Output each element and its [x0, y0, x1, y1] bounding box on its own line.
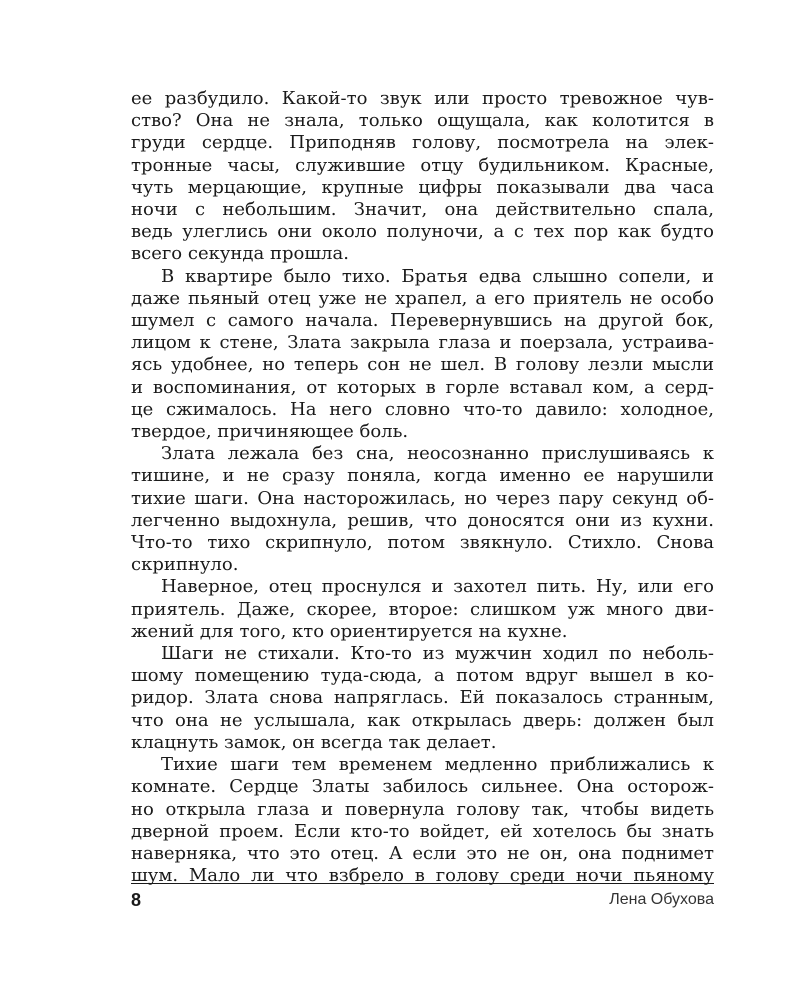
- text-line: но открыла глаза и повернула голову так, чтобы видеть: [131, 798, 714, 820]
- text-line: ведь улеглись они около полуночи, а с тех пор как будто: [131, 221, 714, 243]
- paragraph-3: [131, 443, 714, 576]
- text-line: ство? Она не знала, только ощущала, как колотится в: [131, 110, 714, 132]
- text-line: шому помещению туда-сюда, а потом вдруг вышел в ко-: [131, 665, 714, 687]
- text-line: приятель. Даже, скорее, второе: слишком уж много дви-: [131, 598, 714, 620]
- text-line: чуть мерцающие, крупные цифры показывали два часа: [131, 176, 714, 198]
- text-line: тихие шаги. Она насторожилась, но через пару секунд об-: [131, 487, 714, 509]
- text-line: даже пьяный отец уже не храпел, а его приятель не особо: [131, 287, 714, 309]
- text-line: В квартире было тихо. Братья едва слышно сопели, и: [161, 265, 714, 287]
- text-line: что она не услышала, как открылась дверь: должен был: [131, 709, 714, 731]
- text-line: лицом к стене, Злата закрыла глаза и поерзала, устраива-: [131, 332, 714, 354]
- text-line: Шаги не стихали. Кто-то из мужчин ходил по неболь-: [161, 643, 714, 665]
- text-line: и воспоминания, от которых в горле вставал ком, а серд-: [131, 376, 714, 398]
- text-line: ридор. Злата снова напряглась. Ей показалось странным,: [131, 687, 714, 709]
- text-line: клацнуть замок, он всегда так делает.: [131, 731, 497, 753]
- text-line: скрипнуло.: [131, 554, 239, 576]
- text-line: тишине, и не сразу поняла, когда именно ее нарушили: [131, 465, 714, 487]
- paragraph-4: [131, 576, 714, 643]
- paragraph-5: [131, 643, 714, 754]
- text-line: тронные часы, служившие отцу будильником. Красные,: [131, 154, 714, 176]
- text-line: всего секунда прошла.: [131, 243, 349, 265]
- text-line: шумел с самого начала. Перевернувшись на другой бок,: [131, 310, 714, 332]
- text-line: жений для того, кто ориентируется на кухне.: [131, 620, 568, 642]
- page-number: 8: [131, 890, 142, 910]
- paragraph-6: [131, 754, 714, 887]
- text-line: ее разбудило. Какой-то звук или просто тревожное чув-: [131, 88, 714, 109]
- text-line: дверной проем. Если кто-то войдет, ей хотелось бы знать: [131, 820, 714, 842]
- paragraph-1: [131, 88, 714, 266]
- text-line: твердое, причиняющее боль.: [131, 421, 409, 443]
- footer-divider: [131, 883, 714, 884]
- text-line: груди сердце. Приподняв голову, посмотрела на элек-: [131, 132, 714, 154]
- text-line: Что-то тихо скрипнуло, потом звякнуло. Стихло. Снова: [131, 532, 714, 554]
- book-page-body: [131, 88, 714, 887]
- text-line: наверняка, что это отец. А если это не он, она поднимет: [131, 842, 714, 864]
- text-line: Наверное, отец проснулся и захотел пить. Ну, или его: [161, 576, 714, 598]
- text-line: ночи с небольшим. Значит, она действительно спала,: [131, 199, 714, 221]
- text-line: Тихие шаги тем временем медленно приближались к: [161, 754, 714, 776]
- text-line: це сжималось. На него словно что-то давило: холодное,: [131, 398, 714, 420]
- text-line: легченно выдохнула, решив, что доносятся они из кухни.: [131, 509, 714, 531]
- text-line: Злата лежала без сна, неосознанно прислушиваясь к: [161, 443, 714, 465]
- running-footer-author: Лена Обухова: [609, 891, 714, 908]
- text-line: шум. Мало ли что взбрело в голову среди ночи пьяному: [131, 865, 714, 887]
- paragraph-2: [131, 266, 714, 444]
- text-line: ясь удобнее, но теперь сон не шел. В голову лезли мысли: [131, 354, 714, 376]
- text-line: комнате. Сердце Златы забилось сильнее. Она осторож-: [131, 776, 714, 798]
